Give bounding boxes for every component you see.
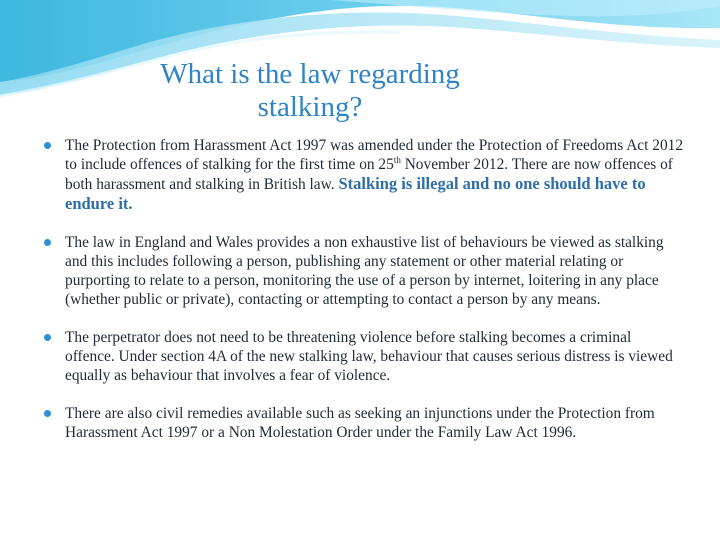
- bullet-item: [44, 136, 684, 214]
- date-superscript: th: [393, 154, 401, 165]
- bullet-dot-icon: [44, 334, 51, 341]
- bullet-text: The Protection from Harassment Act 1997 was amended under the Protection of Freedoms Act 2012 to include offences of stalking for the first time on 25: [65, 137, 684, 173]
- title-line-1: What is the law regarding: [160, 58, 460, 90]
- emphasis-statement: Stalking is illegal and no one should have to endure it.: [65, 174, 646, 213]
- bullet-dot-icon: [44, 142, 51, 149]
- bullet-text: The perpetrator does not need to be threatening violence before stalking becomes a criminal offence. Under section 4A of the new stalking law, behaviour that causes serious distress is viewed equally as behaviour that involves a fear of violence.: [65, 329, 673, 384]
- bullet-dot-icon: [44, 410, 51, 417]
- bullet-item: [44, 404, 684, 442]
- bullet-text: The law in England and Wales provides a non exhaustive list of behaviours be viewed as stalking and this includes following a person, publishing any statement or other material relating or purporting to relate to a person, monitoring the use of a person by internet, loitering in any place (whether public or private), contacting or attempting to contact a person by any means.: [65, 234, 664, 308]
- bullet-dot-icon: [44, 239, 51, 246]
- slide-title: [120, 58, 500, 124]
- bullet-list: [44, 136, 684, 461]
- bullet-item: [44, 233, 684, 309]
- bullet-item: [44, 328, 684, 385]
- title-line-2: stalking?: [257, 91, 363, 123]
- bullet-text: There are also civil remedies available such as seeking an injunctions under the Protection from Harassment Act 1997 or a Non Molestation Order under the Family Law Act 1996.: [65, 405, 655, 441]
- bullet-text-continued: November 2012. There are now offences of both harassment and stalking in British law.: [65, 156, 673, 193]
